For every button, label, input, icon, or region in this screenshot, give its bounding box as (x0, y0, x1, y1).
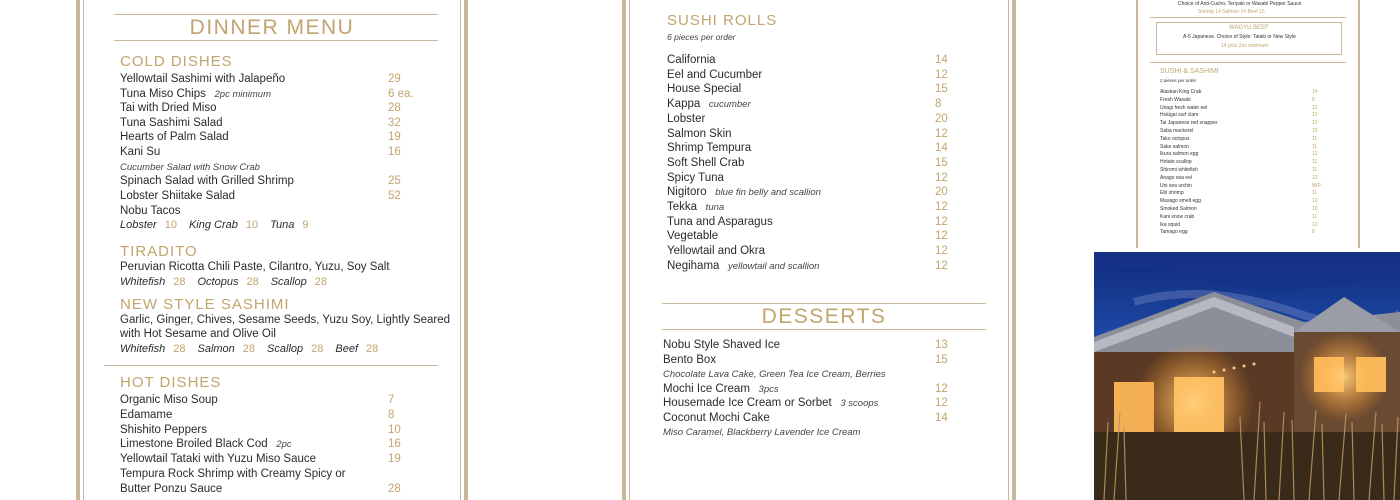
roll-item-note: blue fin belly and scallion (712, 187, 821, 199)
roll-item-price: 8 (935, 98, 942, 111)
hot-item-price: 28 (388, 482, 401, 495)
roll-item-price: 12 (935, 201, 948, 213)
cold-item-price: 16 (388, 146, 401, 158)
roll-item (667, 172, 724, 184)
cold-item-note: 2pc minimum (211, 88, 271, 100)
dessert-item (663, 412, 770, 424)
roll-item-name: Negihama (667, 259, 720, 272)
cold-item-price: 29 (388, 73, 401, 85)
thumb-item-price: M/P (1312, 182, 1321, 189)
thumb-sushi-title: SUSHI & SASHIMI (1160, 68, 1219, 75)
cold-item (120, 175, 294, 187)
cold-item-name: Yellowtail Sashimi with Jalapeño (120, 73, 286, 85)
tiradito-option-price: 28 (173, 276, 186, 288)
roll-item-name: Soft Shell Crab (667, 156, 745, 169)
tacos-option-price: 10 (164, 219, 177, 231)
roll-item-note: cucumber (706, 99, 751, 111)
roll-item (667, 245, 765, 257)
hot-item-price: 16 (388, 438, 401, 451)
dessert-item-price: 12 (935, 397, 948, 409)
hot-item-price: 7 (388, 394, 395, 406)
hot-item-name: Butter Ponzu Sauce (120, 482, 223, 495)
new-style-option-price: 28 (366, 343, 379, 355)
roll-item-price: 14 (935, 54, 948, 66)
rolls-subtitle: 6 pieces per order (667, 32, 736, 42)
roll-item-name: Kappa (667, 98, 701, 111)
thumb-item-name: Tako octopus (1160, 135, 1190, 142)
thumb-item-price: 10 (1312, 198, 1318, 205)
desserts-rule-bottom (662, 329, 986, 330)
thumb-item-name: Tai Japanese red snapper (1160, 120, 1218, 127)
cold-item-price: 25 (388, 175, 401, 187)
new-style-option-price: 28 (311, 343, 324, 355)
roll-item-price: 12 (935, 127, 948, 140)
cold-item (120, 73, 285, 85)
roll-item-price: 20 (935, 112, 948, 125)
roll-item-price: 12 (935, 230, 948, 243)
roll-item (667, 216, 773, 228)
thumb-item-name: Alaskan King Crab (1160, 89, 1202, 95)
cold-item-price: 28 (388, 102, 401, 115)
thumb-item-name: Unagi fresh water eel (1160, 104, 1208, 111)
thumb-wagyu-desc: A-5 Japanese. Choice of Style: Tataki or New Style (1183, 34, 1296, 40)
section-title-new-style: NEW STYLE SASHIMI (120, 296, 290, 313)
cold-item (120, 131, 229, 143)
roll-item-name: House Special (667, 83, 742, 96)
thumb-item-price: 11 (1312, 213, 1318, 220)
new-style-option-label: Scallop (267, 343, 304, 355)
cold-item (120, 117, 223, 129)
dessert-item-price: 14 (935, 411, 948, 424)
cold-item-price: 52 (388, 189, 401, 202)
hot-item-name: Tempura Rock Shrimp with Creamy Spicy or (120, 468, 346, 480)
nobu-tacos-options (120, 219, 321, 231)
section-divider (104, 365, 438, 366)
cold-item (120, 88, 271, 100)
dessert-item (663, 383, 779, 395)
roll-item-name: Salmon Skin (667, 127, 732, 140)
tacos-option-price: 10 (245, 219, 259, 231)
roll-item (667, 157, 744, 169)
roll-item-price: 15 (935, 83, 948, 96)
cold-item-name: Kani Su (120, 146, 161, 158)
thumb-item-price: 12 (1312, 120, 1318, 127)
new-style-options (120, 343, 390, 355)
cold-item-name: Lobster Shiitake Salad (120, 189, 236, 202)
thumb-item-name: Kani snow crab (1160, 213, 1195, 220)
thumb-top-line-1: Choice of Anti-Cucho, Teriyaki or Wasabi Pepper Sauce (1178, 1, 1302, 7)
hot-item-name: Shishito Peppers (120, 423, 207, 436)
hot-item-name: Organic Miso Soup (120, 394, 218, 406)
hot-item-price: 19 (388, 453, 401, 466)
hot-item (120, 468, 346, 480)
roll-item-price: 12 (935, 259, 948, 272)
hot-item (120, 424, 207, 436)
thumb-item-price: 11 (1312, 190, 1318, 197)
new-style-desc-2: with Hot Sesame and Olive Oil (120, 328, 276, 340)
roll-item-name: Vegetable (667, 230, 719, 243)
thumb-item-price: 10 (1312, 221, 1318, 228)
dessert-item (663, 397, 878, 409)
desserts-title: DESSERTS (761, 305, 887, 328)
roll-item-price: 12 (935, 68, 948, 81)
thumb-item-price: 8 (1312, 96, 1315, 103)
roll-item (667, 98, 751, 110)
roll-item-name: Lobster (667, 112, 706, 125)
thumb-wagyu-box (1156, 22, 1342, 55)
thumb-rule (1150, 17, 1346, 18)
roll-item-price: 15 (935, 156, 948, 169)
tiradito-option-price: 28 (246, 276, 259, 288)
hot-item-name: Yellowtail Tataki with Yuzu Miso Sauce (120, 453, 317, 466)
thumb-item-price: 11 (1312, 143, 1318, 150)
thumb-item-price: 8 (1312, 229, 1315, 236)
title-rule-bottom (114, 40, 438, 41)
hot-item (120, 394, 218, 406)
tiradito-options (120, 276, 339, 288)
thumb-top-line-2: Shrimp 14 Salmon 14 Beef 15 (1198, 9, 1265, 15)
thumb-item-name: Hokigai surf clam (1160, 112, 1199, 119)
new-style-desc-1: Garlic, Ginger, Chives, Sesame Seeds, Yuzu Soy, Lightly Seared (120, 314, 451, 326)
thumb-wagyu-price: 14 p/oz 2oz minimum (1221, 43, 1269, 49)
new-style-option-price: 28 (173, 343, 186, 355)
thumb-rule-2 (1150, 62, 1346, 63)
roll-item-price: 12 (935, 245, 948, 258)
tiradito-option-label: Scallop (270, 276, 307, 288)
hot-item (120, 438, 292, 450)
section-title-hot: HOT DISHES (120, 374, 222, 391)
dessert-item (663, 354, 716, 366)
roll-item (667, 201, 724, 213)
roll-item (667, 128, 732, 140)
thumb-item-name: Tamago egg (1160, 229, 1188, 236)
roll-item (667, 54, 716, 66)
dinner-menu-page (76, 0, 468, 500)
cold-item-name: Hearts of Palm Salad (120, 131, 229, 144)
roll-item-name: Eel and Cucumber (667, 68, 763, 81)
tacos-option-label: King Crab (188, 219, 238, 231)
dessert-item-price: 15 (935, 353, 948, 366)
dessert-item-price: 12 (935, 382, 948, 395)
hot-item-price: 10 (388, 423, 401, 436)
page-title: DINNER MENU (189, 16, 355, 39)
thumb-wagyu-title: WAGYU BEEF (1229, 25, 1269, 31)
roll-item (667, 186, 821, 198)
title-rule-top (114, 14, 438, 15)
roll-item (667, 230, 718, 242)
hot-item-note: 2pc (273, 439, 292, 451)
dessert-item (663, 368, 885, 380)
hot-item-price: 8 (388, 408, 395, 421)
cold-item-price: 19 (388, 131, 401, 144)
roll-item (667, 113, 705, 125)
hot-item (120, 409, 172, 421)
cold-item (120, 146, 160, 158)
cold-item-name: Tai with Dried Miso (120, 102, 217, 115)
thumb-item-name: Ikura salmon egg (1160, 151, 1199, 158)
roll-item-price: 12 (935, 171, 948, 184)
roll-item (667, 142, 751, 154)
thumb-item-price: 12 (1312, 104, 1318, 111)
dessert-item-name: Housemade Ice Cream or Sorbet (663, 397, 832, 409)
cold-item (120, 190, 235, 202)
thumb-item-name: Sake salmon (1160, 143, 1189, 150)
desserts-rule-top (662, 303, 986, 304)
thumbnail-menu-page (1136, 0, 1360, 248)
thumb-item-price: 11 (1312, 159, 1318, 166)
roll-item-price: 12 (935, 215, 948, 228)
roll-item-price: 20 (935, 186, 948, 199)
thumb-item-name: Hotate scallop (1160, 159, 1192, 166)
thumb-item-name: Anago sea eel (1160, 174, 1192, 181)
roll-item (667, 69, 762, 81)
cold-item-name: Tuna Miso Chips (120, 87, 206, 100)
thumb-item-price: 12 (1312, 151, 1318, 158)
new-style-option-label: Whitefish (120, 343, 166, 355)
roll-item-name: Tekka (667, 201, 698, 213)
restaurant-exterior-photo (1094, 252, 1400, 500)
thumb-item-name: Ebi shrimp (1160, 190, 1184, 197)
roll-item-name: Spicy Tuna (667, 171, 724, 184)
thumb-item-name: Smoked Salmon (1160, 206, 1197, 212)
thumb-item-name: Ika squid (1160, 221, 1181, 228)
dessert-item-name: Bento Box (663, 353, 717, 366)
restaurant-night-illustration (1094, 252, 1400, 500)
cold-item (120, 102, 217, 114)
roll-item (667, 83, 741, 95)
roll-item-name: California (667, 54, 716, 66)
cold-item-name: Spinach Salad with Grilled Shrimp (120, 175, 294, 187)
cold-item-name: Tuna Sashimi Salad (120, 116, 223, 129)
roll-item-name: Yellowtail and Okra (667, 245, 766, 258)
thumb-item-name: Masago smelt egg (1160, 198, 1201, 205)
tiradito-option-label: Whitefish (120, 276, 166, 288)
roll-item-note: tuna (703, 202, 725, 213)
dessert-item-name: Coconut Mochi Cake (663, 411, 770, 424)
cold-item-price: 6 ea. (388, 87, 414, 100)
new-style-option-label: Salmon (197, 343, 235, 355)
thumb-item-name: Uni sea urchin (1160, 182, 1192, 189)
dessert-item-price: 13 (935, 339, 948, 351)
hot-item (120, 453, 316, 465)
dessert-item-note: Miso Caramel, Blackberry Lavender Ice Cream (663, 427, 861, 438)
rolls-desserts-page (622, 0, 1016, 500)
new-style-option-price: 28 (242, 343, 256, 355)
roll-item-name: Tuna and Asparagus (667, 215, 773, 228)
thumb-item-price: 11 (1312, 167, 1318, 173)
dessert-item (663, 426, 860, 438)
cold-item-name: Nobu Tacos (120, 204, 181, 217)
thumb-item-price: 12 (1312, 174, 1318, 181)
hot-item-name: Limestone Broiled Black Cod (120, 438, 268, 451)
hot-item (120, 483, 222, 495)
dessert-item (663, 339, 780, 351)
dessert-item-note: Chocolate Lava Cake, Green Tea Ice Cream, Berries (663, 369, 886, 380)
roll-item-price: 14 (935, 142, 948, 155)
cold-item (120, 205, 181, 217)
kani-su-desc: Cucumber Salad with Snow Crab (120, 162, 260, 173)
dessert-item-note: 3pcs (755, 383, 779, 395)
roll-item-name: Shrimp Tempura (667, 142, 752, 155)
thumb-item-price: 14 (1312, 89, 1318, 95)
section-title-cold: COLD DISHES (120, 53, 233, 70)
hot-item-name: Edamame (120, 408, 173, 421)
new-style-option-label: Beef (335, 343, 359, 355)
roll-item-note: yellowtail and scallion (725, 260, 820, 272)
tacos-option-price: 9 (302, 219, 309, 231)
section-title-rolls: SUSHI ROLLS (667, 12, 778, 29)
tiradito-option-label: Octopus (197, 276, 239, 288)
thumb-item-name: Saba mackerel (1160, 128, 1194, 134)
thumb-item-name: Shiromi whitefish (1160, 167, 1198, 173)
roll-item-name: Nigitoro (667, 186, 707, 199)
thumb-item-name: Fresh Wasabi (1160, 96, 1191, 103)
tacos-option-label: Lobster (120, 219, 157, 231)
tiradito-option-price: 28 (314, 276, 328, 288)
tiradito-desc: Peruvian Ricotta Chili Paste, Cilantro, Yuzu, Soy Salt (120, 261, 390, 273)
cold-item-price: 32 (388, 116, 401, 129)
thumb-sushi-sub: 2 pieces per order (1160, 78, 1197, 83)
thumb-item-price: 11 (1312, 135, 1318, 142)
section-title-tiradito: TIRADITO (120, 243, 198, 260)
thumb-item-price: 10 (1312, 128, 1318, 134)
dessert-item-name: Nobu Style Shaved Ice (663, 339, 780, 351)
dessert-item-note: 3 scoops (837, 398, 879, 409)
thumb-item-price: 12 (1312, 112, 1318, 119)
dessert-item-name: Mochi Ice Cream (663, 382, 750, 395)
tacos-option-label: Tuna (270, 219, 295, 231)
roll-item (667, 260, 819, 272)
thumb-item-price: 10 (1312, 206, 1318, 212)
